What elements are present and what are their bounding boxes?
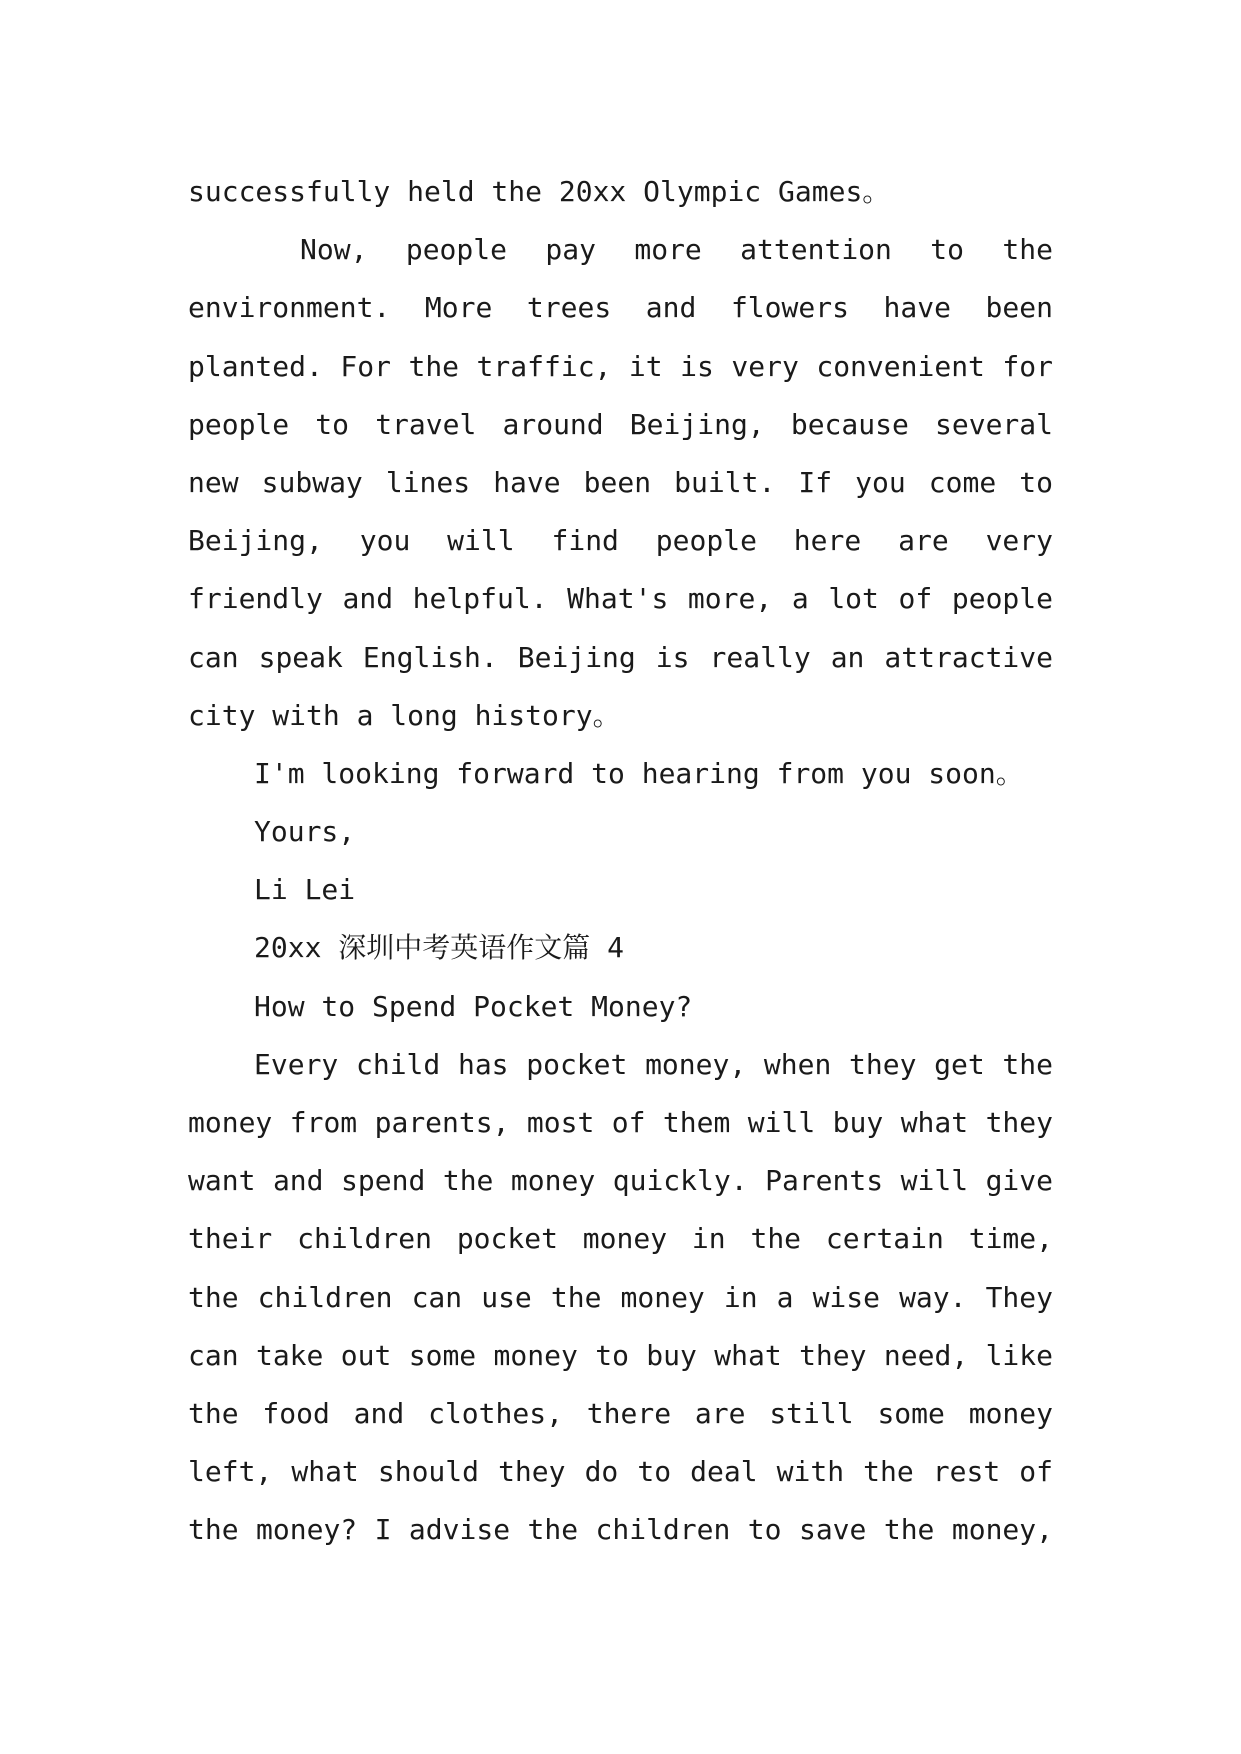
closing-line: I'm looking forward to hearing from you soon。 bbox=[254, 756, 1024, 790]
text-line: money from parents, most of them will buy what they bbox=[188, 1106, 1053, 1139]
text-line: want and spend the money quickly. Parents will give bbox=[188, 1164, 1053, 1198]
document-body bbox=[188, 163, 1053, 1560]
paragraph-start-line: Every child has pocket money, when they get the bbox=[254, 1047, 1053, 1081]
text-line: the children can use the money in a wise way. They bbox=[188, 1280, 1053, 1314]
author-name: Li Lei bbox=[254, 873, 356, 907]
text-line: the money? I advise the children to save the money, bbox=[188, 1513, 1053, 1547]
text-line: successfully held the 20xx Olympic Games。 bbox=[188, 175, 891, 208]
text-line: Beijing, you will find people here are very bbox=[188, 524, 1053, 558]
text-line: environment. More trees and flowers have been bbox=[188, 291, 1053, 325]
text-line: their children pocket money in the certain time, bbox=[188, 1222, 1053, 1256]
text-line: people to travel around Beijing, because several bbox=[188, 407, 1053, 441]
sign-off: Yours, bbox=[254, 815, 356, 849]
essay-title: How to Spend Pocket Money? bbox=[254, 989, 693, 1023]
text-line: city with a long history。 bbox=[188, 698, 621, 732]
text-line: planted. For the traffic, it is very convenient for bbox=[188, 349, 1053, 383]
text-line: the food and clothes, there are still some money bbox=[188, 1396, 1053, 1430]
paragraph-start-line: Now, people pay more attention to the bbox=[300, 233, 1053, 267]
text-line: can speak English. Beijing is really an attractive bbox=[188, 640, 1053, 674]
text-line: left, what should they do to deal with the rest of bbox=[188, 1455, 1053, 1489]
text-line: can take out some money to buy what they need, like bbox=[188, 1338, 1053, 1372]
section-heading: 20xx 深圳中考英语作文篇 4 bbox=[254, 931, 625, 965]
text-line: friendly and helpful. What's more, a lot of people bbox=[188, 582, 1053, 616]
text-line: new subway lines have been built. If you come to bbox=[188, 465, 1053, 499]
